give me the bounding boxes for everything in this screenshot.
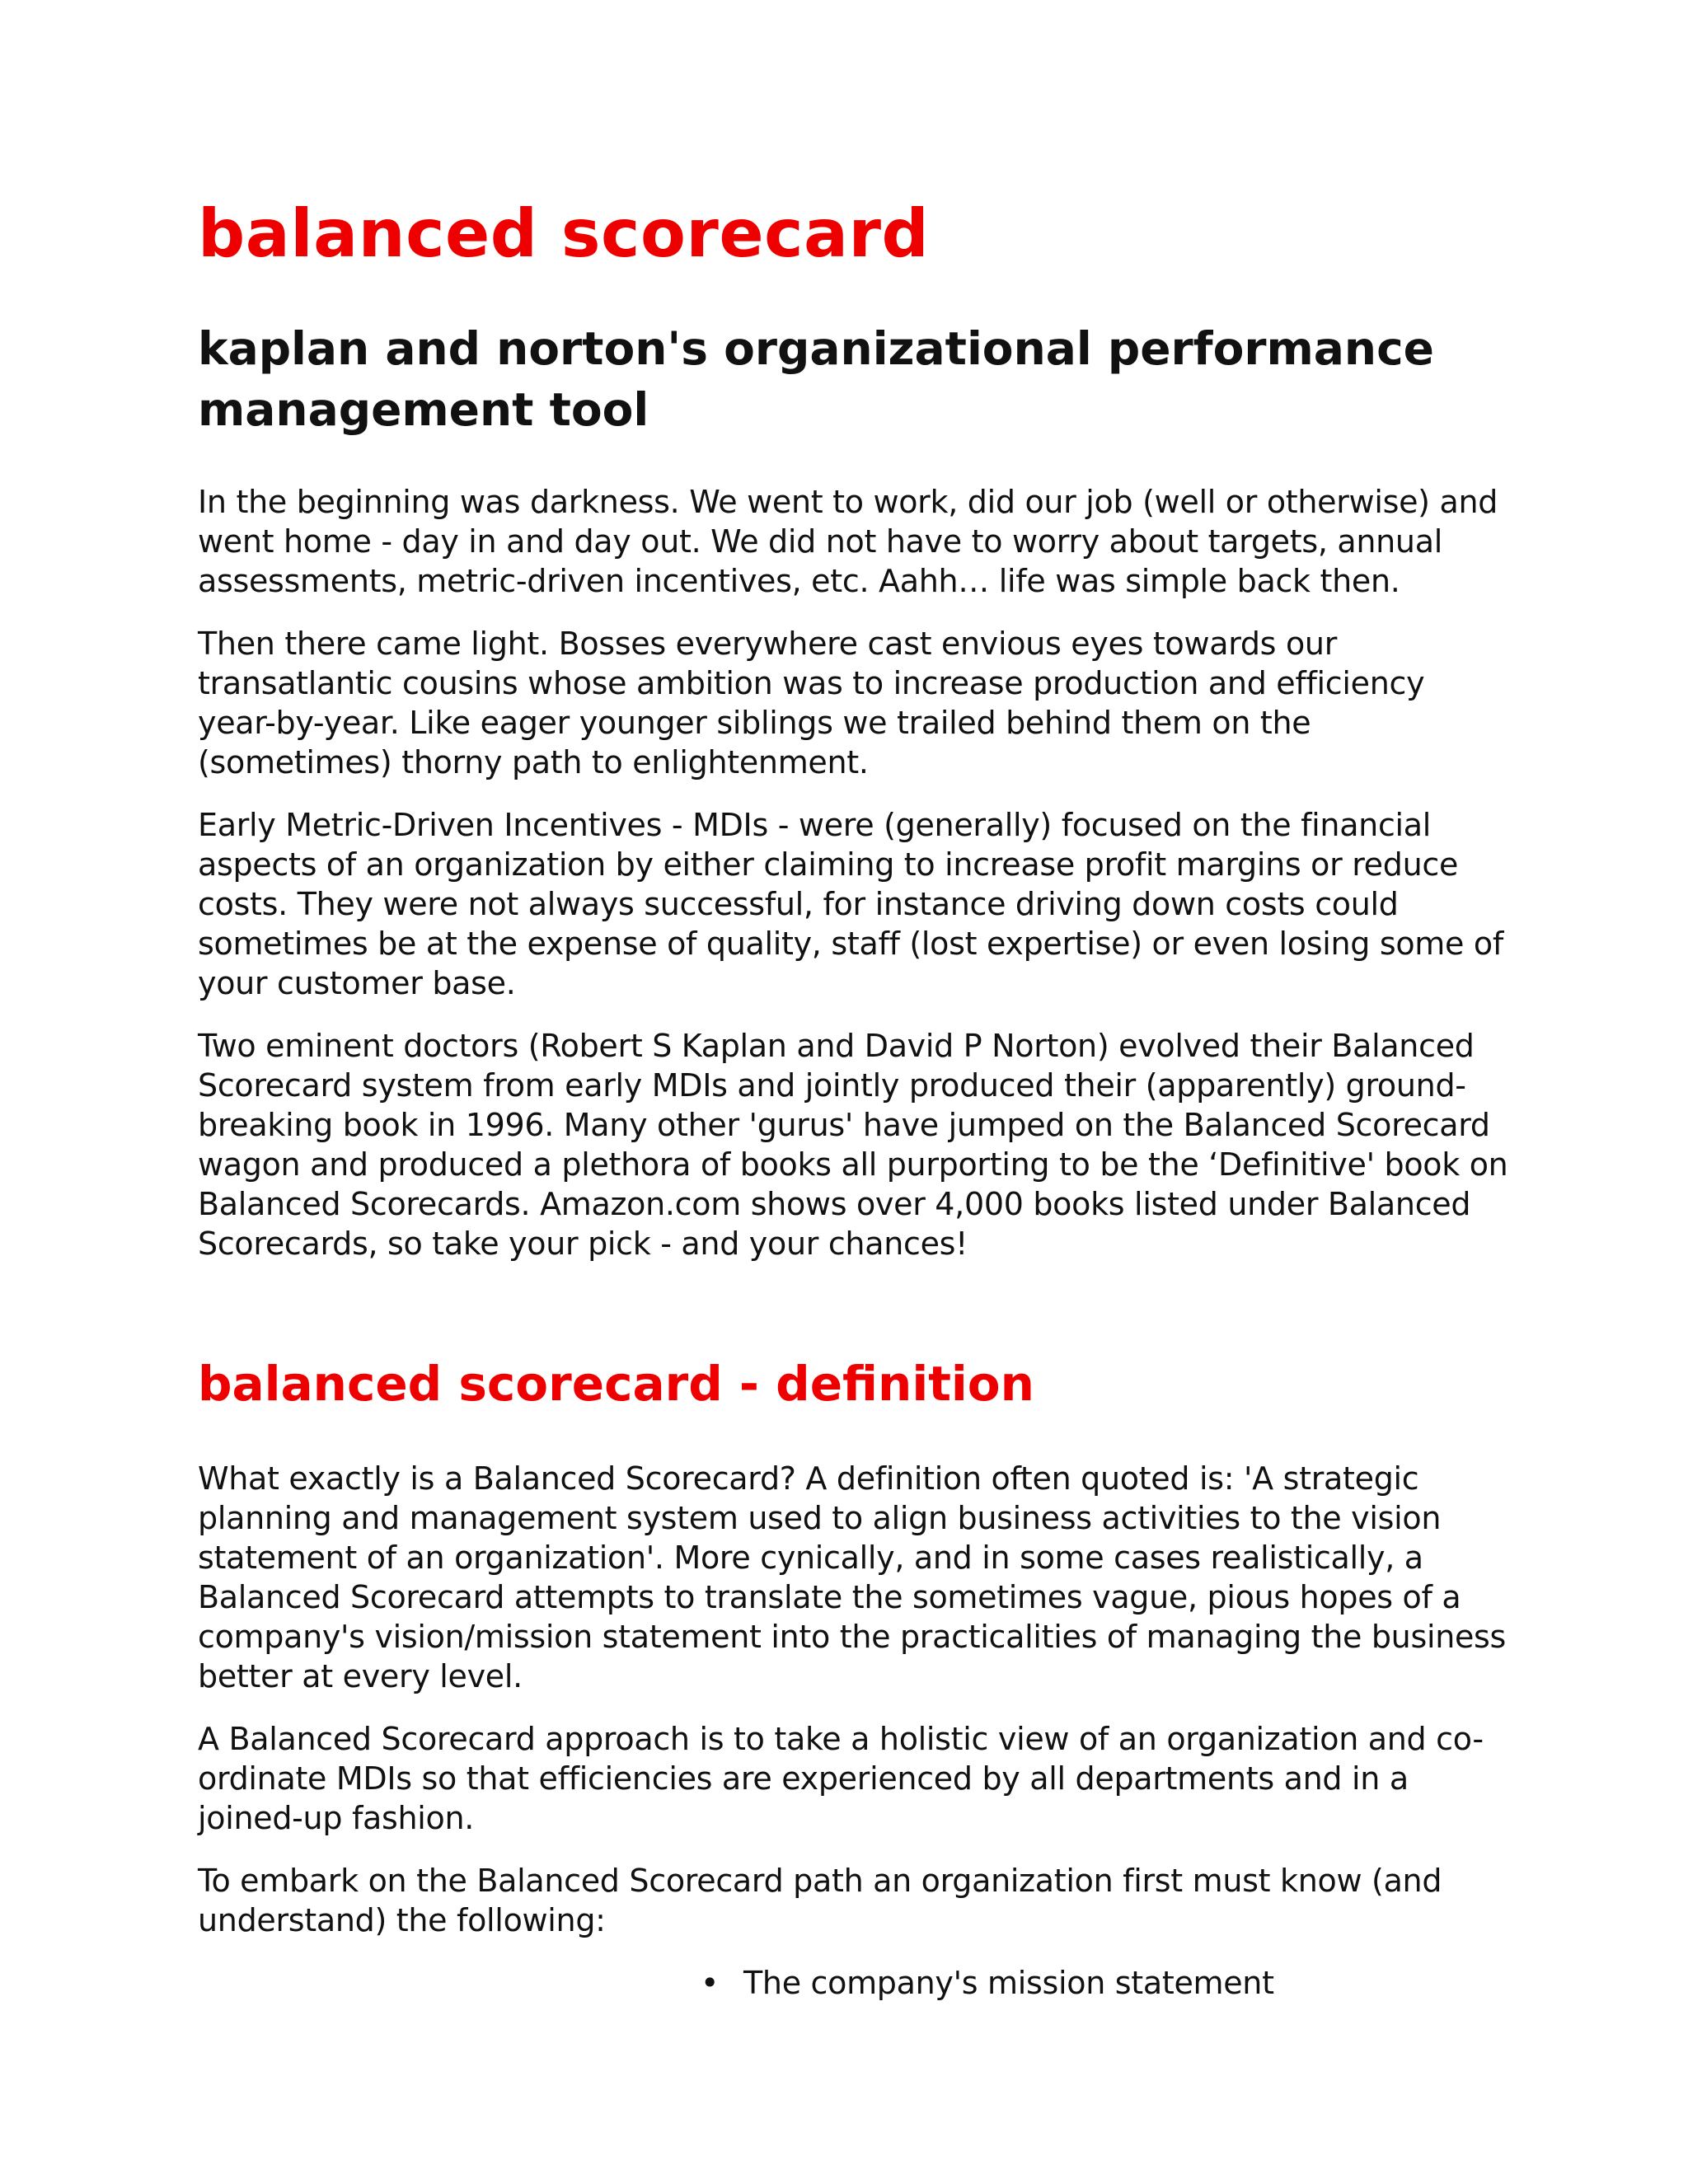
page-title: balanced scorecard (198, 195, 930, 272)
bullet-icon: • (701, 1965, 720, 2002)
intro-paragraph-3: Early Metric-Driven Incentives - MDIs - were (generally) focused on the financial aspects of an organization by either claiming to increase profit margins or reduce costs. They were not always successful, for instance driving down costs could sometimes be at the expense of quality, staff (lost expertise) or even losing some of your customer base. (198, 806, 1503, 1001)
definition-paragraph-3: To embark on the Balanced Scorecard path an organization first must know (and understand) the following: (198, 1863, 1442, 1939)
list-item (198, 1963, 1508, 2003)
definition-section-title: balanced scorecard - definition (198, 1355, 1034, 1412)
document-content (198, 196, 1508, 2003)
requirements-list (198, 1963, 1508, 2003)
intro-paragraph-1: In the beginning was darkness. We went to work, did our job (well or otherwise) and went home - day in and day out. We did not have to worry about targets, annual assessments, metric-driven incentives, etc. Aahh… life was simple back then. (198, 483, 1498, 599)
list-item-text: The company's mission statement (743, 1965, 1274, 2002)
definition-paragraph-1: What exactly is a Balanced Scorecard? A definition often quoted is: 'A strategic planning and management system used to align business activities to the vision statement of an organization'. More cynically, and in some cases realistically, a Balanced Scorecard attempts to translate the sometimes vague, pious hopes of a company's vision/mission statement into the practicalities of managing the business better at every level. (198, 1460, 1507, 1695)
page-subtitle: kaplan and norton's organizational performance management tool (198, 322, 1434, 437)
intro-paragraph-2: Then there came light. Bosses everywhere cast envious eyes towards our transatlantic cousins whose ambition was to increase production and efficiency year-by-year. Like eager younger siblings we trailed behind them on the (sometimes) thorny path to enlightenment. (198, 625, 1425, 780)
intro-paragraph-4: Two eminent doctors (Robert S Kaplan and David P Norton) evolved their Balanced Scorecard system from early MDIs and jointly produced their (apparently) ground-breaking book in 1996. Many other 'gurus' have jumped on the Balanced Scorecard wagon and produced a plethora of books all purporting to be the ‘Definitive' book on Balanced Scorecards. Amazon.com shows over 4,000 books listed under Balanced Scorecards, so take your pick - and your chances! (198, 1027, 1508, 1262)
definition-paragraph-2: A Balanced Scorecard approach is to take a holistic view of an organization and co-ordinate MDIs so that efficiencies are experienced by all departments and in a joined-up fashion. (198, 1721, 1484, 1837)
